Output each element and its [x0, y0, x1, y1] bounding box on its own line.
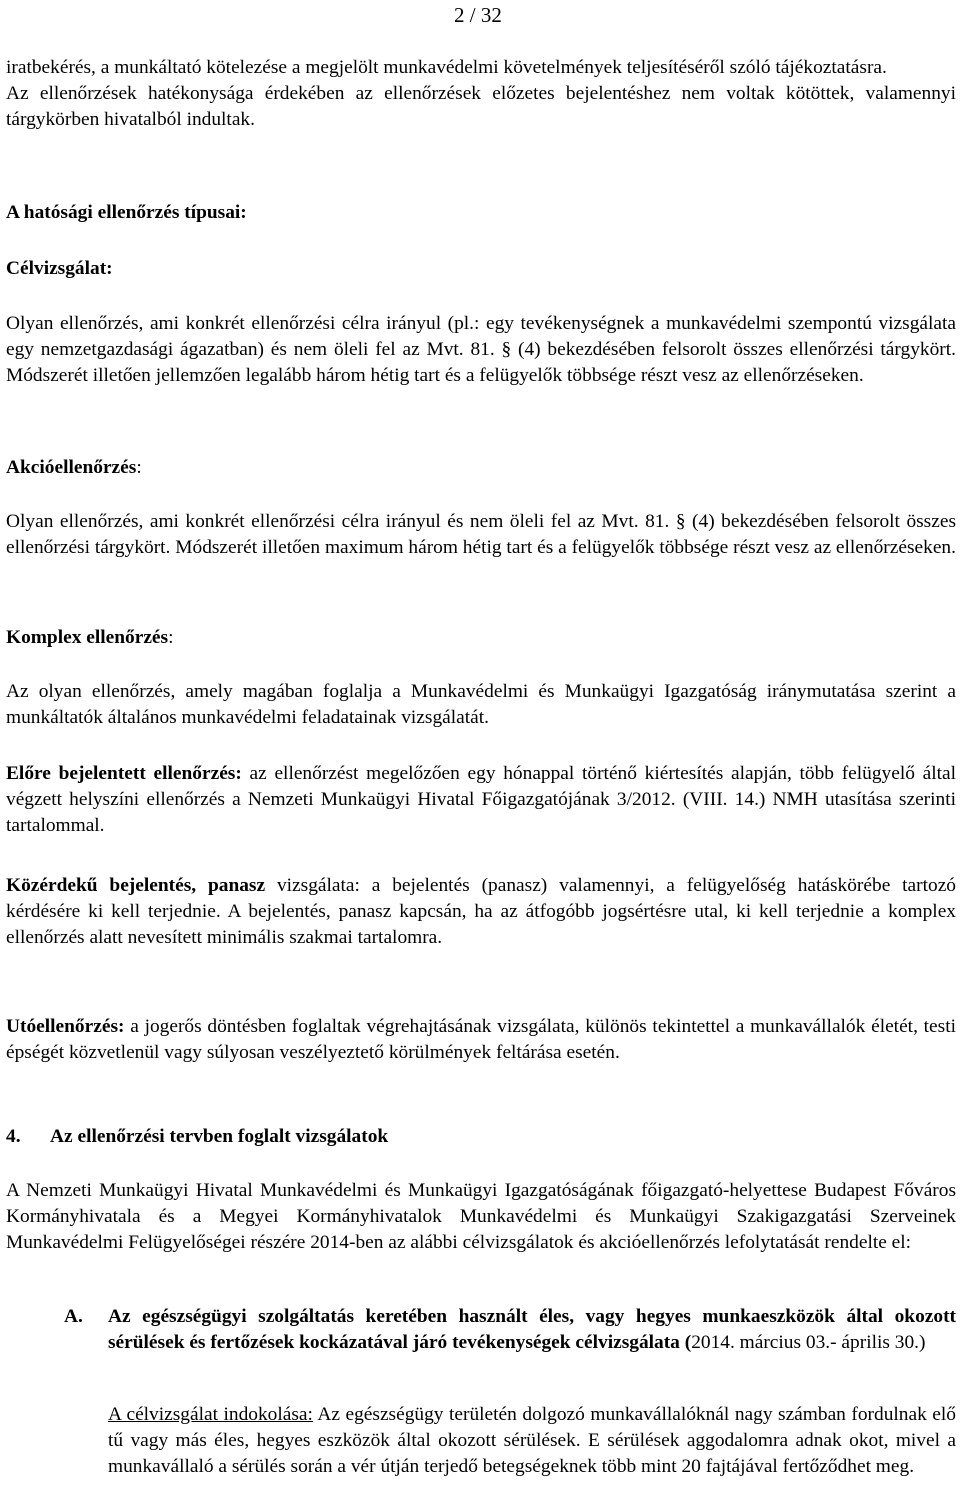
akcio-heading-colon: : — [136, 457, 142, 478]
komplex-heading — [6, 625, 173, 651]
intro-paragraph — [6, 55, 956, 133]
kozerdeku-paragraph — [6, 873, 956, 951]
akcio-heading — [6, 455, 142, 481]
komplex-text: Az olyan ellenőrzés, amely magában foglalja a Munkavédelmi és Munkaügyi Igazgatóság iránymutatása szerint a munkáltatók általános munkavédelmi feladatainak vizsgálatát. — [6, 681, 956, 728]
kozerdeku-text: vizsgálata: a bejelentés (panasz) valamennyi, a felügyelőség hatáskörébe tartozó kérdésére ki kell terjednie. A bejelentés, panasz kapcsán, ha az átfogóbb jogsértésre utal, ki kell terjednie a komplex ellenőrzés alatt nevesített minimális szakmai tartalomra. — [6, 875, 956, 948]
item-a-reason — [108, 1402, 956, 1480]
item-a-marker: A. — [64, 1306, 83, 1327]
kozerdeku-term: Közérdekű bejelentés, panasz — [6, 875, 266, 896]
item-a-title — [108, 1304, 956, 1356]
utoellenorzes-paragraph — [6, 1014, 956, 1066]
komplex-heading-term: Komplex ellenőrzés — [6, 627, 169, 648]
section-4-title: Az ellenőrzési tervben foglalt vizsgálatok — [50, 1126, 389, 1147]
types-heading: A hatósági ellenőrzés típusai: — [6, 202, 247, 223]
intro-line-1: iratbekérés, a munkáltató kötelezése a megjelölt munkavédelmi követelmények teljesítéséről szóló tájékoztatásra. — [6, 57, 887, 78]
item-a-reason-text: Az egészségügy területén dolgozó munkavállalóknál nagy számban fordulnak elő tű vagy más éles, hegyes eszközök által okozott sérülések. E sérülések aggodalomra adnak okot, mivel a munkavállaló a sérülés során a vér útján terjedő betegségeknek több mint 20 fajtájával fertőződhet meg. — [108, 1404, 956, 1477]
section-4-text: A Nemzeti Munkaügyi Hivatal Munkavédelmi és Munkaügyi Igazgatóságának főigazgató-helyettese Budapest Főváros Kormányhivatala és a Megyei Kormányhivatalok Munkavédelmi és Munkaügyi Szakigazgatási Szerveinek Munkavédelmi Felügyelőségei részére 2014-ben az alábbi célvizsgálatok és akcióellenőrzés lefolytatását rendelte el: — [6, 1180, 956, 1253]
celvizsgalat-heading: Célvizsgálat: — [6, 258, 113, 279]
item-a-date-range: 2014. március 03.- április 30.) — [691, 1332, 926, 1353]
akcio-heading-term: Akcióellenőrzés — [6, 457, 137, 478]
elore-term: Előre bejelentett ellenőrzés: — [6, 763, 242, 784]
page-number: 2 / 32 — [454, 3, 502, 27]
utoellenorzes-text: a jogerős döntésben foglaltak végrehajtásának vizsgálata, különös tekintettel a munkavállalók életét, testi épségét közvetlenül vagy súlyosan veszélyeztető körülmények feltárása esetén. — [6, 1016, 956, 1063]
section-4-heading — [6, 1124, 388, 1150]
item-a — [6, 1304, 956, 1356]
komplex-heading-colon: : — [168, 627, 174, 648]
intro-line-2: Az ellenőrzések hatékonysága érdekében az ellenőrzések előzetes bejelentéshez nem voltak kötöttek, valamennyi tárgykörben hivatalból indultak. — [6, 83, 956, 130]
akcio-text: Olyan ellenőrzés, ami konkrét ellenőrzési célra irányul és nem öleli fel az Mvt. 81. § (4) bekezdésében felsorolt összes ellenőrzési tárgykört. Módszerét illetően maximum három hétig tart és a felügyelők többsége részt vesz az ellenőrzéseken. — [6, 511, 956, 558]
elore-text: az ellenőrzést megelőzően egy hónappal történő kiértesítés alapján, több felügyelő által végzett helyszíni ellenőrzés a Nemzeti Munkaügyi Hivatal Főigazgatójának 3/2012. (VIII. 14.) NMH utasítása szerinti tartalommal. — [6, 763, 957, 836]
utoellenorzes-term: Utóellenőrzés: — [6, 1016, 125, 1037]
section-4-number: 4. — [6, 1126, 21, 1147]
elore-paragraph — [6, 761, 956, 839]
item-a-reason-label: A célvizsgálat indokolása: — [108, 1404, 313, 1425]
item-a-title-bold: Az egészségügyi szolgáltatás keretében használt éles, vagy hegyes munkaeszközök által okozott sérülések és fertőzések kockázatával járó tevékenységek célvizsgálata ( — [108, 1306, 956, 1353]
celvizsgalat-text: Olyan ellenőrzés, ami konkrét ellenőrzési célra irányul (pl.: egy tevékenységnek a munkavédelmi szempontú vizsgálata egy nemzetgazdasági ágazatban) és nem öleli fel az Mvt. 81. § (4) bekezdésében felsorolt összes ellenőrzési tárgykört. Módszerét illetően jellemzően legalább három hétig tart és a felügyelők többsége részt vesz az ellenőrzéseken. — [6, 313, 956, 386]
